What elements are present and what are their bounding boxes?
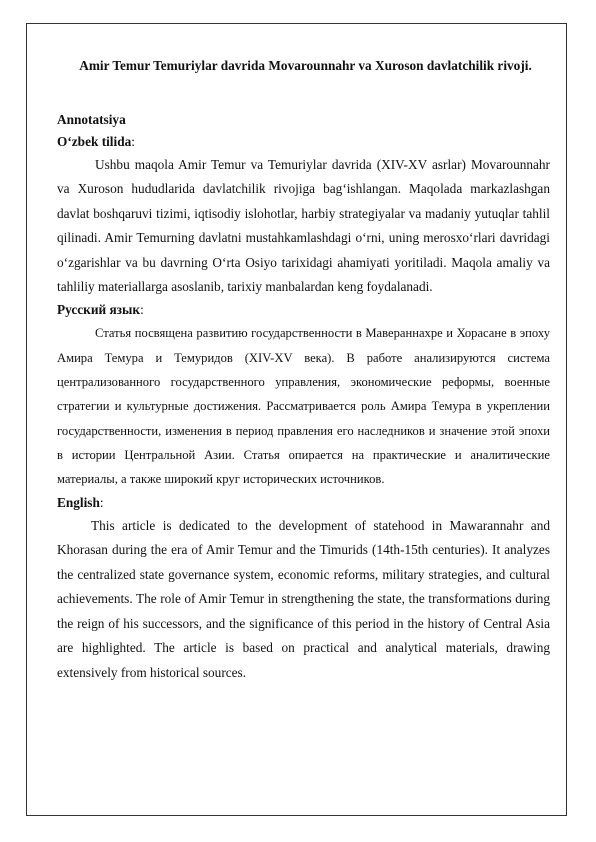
uzbek-label-colon: : — [131, 134, 135, 149]
english-label-text: English — [57, 494, 100, 510]
russian-abstract: Статья посвящена развитию государственности в Мавераннахре и Хорасане в эпоху Амира Темура и Темуридов (XIV-XV века). В работе анализируются система централизованного государственного управления, экономические реформы, военные стратегии и культурные достижения. Рассматривается роль Амира Темура в укреплении государственности, изменения в период правления его наследников и значение этой эпохи в истории Центральной Азии. Статья опирается на практические и аналитические материалы, а также широкий круг исторических источников. — [57, 326, 550, 487]
title-spacer — [57, 76, 550, 108]
english-label-colon: : — [99, 494, 104, 510]
russian-label-text: Русский язык — [57, 302, 141, 318]
uzbek-abstract: Ushbu maqola Amir Temur va Temuriylar davrida (XIV-XV asrlar) Movarounnahr va Xuroson hududlarida davlatchilik rivojiga bag‘ishlangan. Maqolada markazlashgan davlat boshqaruvi tizimi, iqtisodiy islohotlar, harbiy strategiyalar va madaniy yutuqlar tahlil qilinadi. Amir Temurning davlatni mustahkamlashdagi o‘rni, uning merosxo‘rlari davridagi o‘zgarishlar va bu davrning O‘rta Osiyo tarixidagi ahamiyati yoritiladi. Maqola amaliy va tahliliy materiallarga asoslanib, tarixiy manbalardan keng foydalanadi. — [57, 157, 550, 295]
document-body — [57, 56, 550, 686]
russian-label-colon: : — [140, 302, 144, 318]
annotation-heading: Annotatsiya — [57, 112, 126, 127]
english-label — [57, 492, 550, 514]
russian-label — [57, 299, 550, 321]
uzbek-label — [57, 131, 550, 153]
document-title: Amir Temur Temuriylar davrida Movarounnahr va Xuroson davlatchilik rivoji. — [79, 58, 532, 73]
english-abstract: This article is dedicated to the development of statehood in Mawarannahr and Khorasan during the era of Amir Temur and the Timurids (14th-15th centuries). It analyzes the centralized state governance system, economic reforms, military strategies, and cultural achievements. The role of Amir Temur in strengthening the state, the transformations during the reign of his successors, and the significance of this period in the history of Central Asia are highlighted. The article is based on practical and analytical materials, drawing extensively from historical sources. — [57, 517, 550, 681]
uzbek-label-text: O‘zbek tilida — [57, 134, 132, 149]
